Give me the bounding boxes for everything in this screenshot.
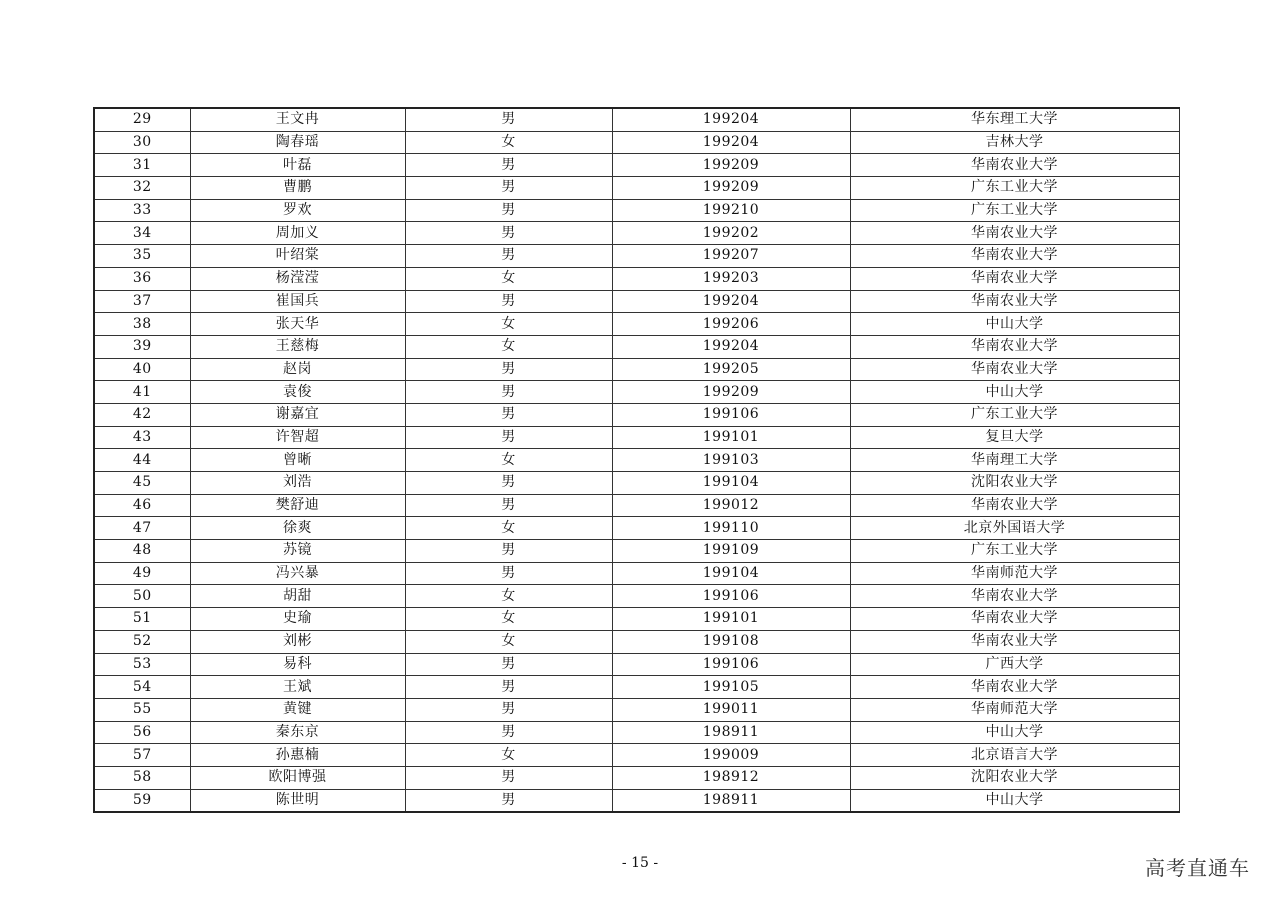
birth-date-cell: 199204 (612, 335, 850, 358)
table-row (94, 517, 1179, 540)
gender-cell: 女 (405, 131, 612, 154)
birth-date-cell: 199209 (612, 154, 850, 177)
name-cell: 曹鹏 (190, 177, 405, 200)
gender-cell: 女 (405, 744, 612, 767)
school-cell: 华南农业大学 (850, 290, 1179, 313)
gender-cell: 男 (405, 540, 612, 563)
gender-cell: 男 (405, 789, 612, 812)
name-cell: 王慈梅 (190, 335, 405, 358)
row-number-cell: 33 (94, 199, 190, 222)
school-cell: 吉林大学 (850, 131, 1179, 154)
school-cell: 华南农业大学 (850, 267, 1179, 290)
birth-date-cell: 198911 (612, 789, 850, 812)
gender-cell: 男 (405, 494, 612, 517)
row-number-cell: 34 (94, 222, 190, 245)
row-number-cell: 47 (94, 517, 190, 540)
school-cell: 华南农业大学 (850, 494, 1179, 517)
name-cell: 胡甜 (190, 585, 405, 608)
table-row (94, 381, 1179, 404)
school-cell: 广东工业大学 (850, 540, 1179, 563)
name-cell: 叶绍棠 (190, 245, 405, 268)
name-cell: 苏镜 (190, 540, 405, 563)
name-cell: 黄键 (190, 698, 405, 721)
table-row (94, 245, 1179, 268)
name-cell: 陶春瑶 (190, 131, 405, 154)
birth-date-cell: 199110 (612, 517, 850, 540)
gender-cell: 男 (405, 653, 612, 676)
birth-date-cell: 199101 (612, 426, 850, 449)
birth-date-cell: 199204 (612, 131, 850, 154)
name-cell: 王斌 (190, 676, 405, 699)
table-row (94, 721, 1179, 744)
gender-cell: 男 (405, 108, 612, 131)
school-cell: 华南农业大学 (850, 608, 1179, 631)
school-cell: 广东工业大学 (850, 199, 1179, 222)
name-cell: 樊舒迪 (190, 494, 405, 517)
school-cell: 沈阳农业大学 (850, 472, 1179, 495)
birth-date-cell: 199011 (612, 698, 850, 721)
gender-cell: 男 (405, 426, 612, 449)
gender-cell: 男 (405, 381, 612, 404)
row-number-cell: 37 (94, 290, 190, 313)
birth-date-cell: 199104 (612, 562, 850, 585)
gender-cell: 男 (405, 358, 612, 381)
school-cell: 华南农业大学 (850, 585, 1179, 608)
birth-date-cell: 199104 (612, 472, 850, 495)
school-cell: 沈阳农业大学 (850, 766, 1179, 789)
table-row (94, 335, 1179, 358)
candidate-table-body (94, 108, 1179, 812)
name-cell: 罗欢 (190, 199, 405, 222)
row-number-cell: 49 (94, 562, 190, 585)
birth-date-cell: 199108 (612, 630, 850, 653)
birth-date-cell: 199106 (612, 653, 850, 676)
name-cell: 杨滢滢 (190, 267, 405, 290)
row-number-cell: 44 (94, 449, 190, 472)
school-cell: 华南农业大学 (850, 335, 1179, 358)
row-number-cell: 29 (94, 108, 190, 131)
school-cell: 中山大学 (850, 721, 1179, 744)
row-number-cell: 40 (94, 358, 190, 381)
school-cell: 华南农业大学 (850, 630, 1179, 653)
gender-cell: 男 (405, 472, 612, 495)
birth-date-cell: 199106 (612, 585, 850, 608)
gender-cell: 男 (405, 562, 612, 585)
gender-cell: 男 (405, 290, 612, 313)
birth-date-cell: 199207 (612, 245, 850, 268)
gender-cell: 男 (405, 245, 612, 268)
row-number-cell: 57 (94, 744, 190, 767)
table-row (94, 608, 1179, 631)
table-row (94, 698, 1179, 721)
birth-date-cell: 199106 (612, 403, 850, 426)
name-cell: 王文冉 (190, 108, 405, 131)
table-row (94, 131, 1179, 154)
name-cell: 张天华 (190, 313, 405, 336)
birth-date-cell: 199203 (612, 267, 850, 290)
name-cell: 谢嘉宜 (190, 403, 405, 426)
row-number-cell: 54 (94, 676, 190, 699)
birth-date-cell: 199202 (612, 222, 850, 245)
school-cell: 广西大学 (850, 653, 1179, 676)
school-cell: 华南农业大学 (850, 154, 1179, 177)
row-number-cell: 32 (94, 177, 190, 200)
row-number-cell: 30 (94, 131, 190, 154)
name-cell: 欧阳博强 (190, 766, 405, 789)
gender-cell: 男 (405, 698, 612, 721)
birth-date-cell: 199103 (612, 449, 850, 472)
name-cell: 曾晰 (190, 449, 405, 472)
gender-cell: 女 (405, 630, 612, 653)
name-cell: 刘浩 (190, 472, 405, 495)
table-row (94, 403, 1179, 426)
table-row (94, 472, 1179, 495)
table-row (94, 562, 1179, 585)
name-cell: 崔国兵 (190, 290, 405, 313)
name-cell: 史瑜 (190, 608, 405, 631)
name-cell: 叶磊 (190, 154, 405, 177)
gender-cell: 女 (405, 585, 612, 608)
table-row (94, 108, 1179, 131)
row-number-cell: 56 (94, 721, 190, 744)
table-row (94, 426, 1179, 449)
row-number-cell: 38 (94, 313, 190, 336)
row-number-cell: 50 (94, 585, 190, 608)
table-row (94, 630, 1179, 653)
birth-date-cell: 199109 (612, 540, 850, 563)
table-row (94, 766, 1179, 789)
row-number-cell: 53 (94, 653, 190, 676)
candidate-table (93, 107, 1180, 813)
row-number-cell: 43 (94, 426, 190, 449)
name-cell: 孙惠楠 (190, 744, 405, 767)
name-cell: 徐爽 (190, 517, 405, 540)
name-cell: 许智超 (190, 426, 405, 449)
birth-date-cell: 199105 (612, 676, 850, 699)
table-row (94, 177, 1179, 200)
school-cell: 中山大学 (850, 789, 1179, 812)
row-number-cell: 45 (94, 472, 190, 495)
birth-date-cell: 199210 (612, 199, 850, 222)
gender-cell: 女 (405, 449, 612, 472)
school-cell: 华东理工大学 (850, 108, 1179, 131)
table-row (94, 267, 1179, 290)
birth-date-cell: 198911 (612, 721, 850, 744)
school-cell: 北京外国语大学 (850, 517, 1179, 540)
name-cell: 周加义 (190, 222, 405, 245)
row-number-cell: 31 (94, 154, 190, 177)
table-row (94, 290, 1179, 313)
table-row (94, 676, 1179, 699)
table-row (94, 199, 1179, 222)
gender-cell: 女 (405, 517, 612, 540)
table-row (94, 540, 1179, 563)
gender-cell: 女 (405, 267, 612, 290)
name-cell: 赵岗 (190, 358, 405, 381)
birth-date-cell: 198912 (612, 766, 850, 789)
gender-cell: 男 (405, 154, 612, 177)
row-number-cell: 39 (94, 335, 190, 358)
table-row (94, 154, 1179, 177)
page-number: - 15 - (621, 855, 659, 871)
school-cell: 广东工业大学 (850, 403, 1179, 426)
school-cell: 华南农业大学 (850, 222, 1179, 245)
school-cell: 华南农业大学 (850, 676, 1179, 699)
name-cell: 冯兴暴 (190, 562, 405, 585)
birth-date-cell: 199209 (612, 177, 850, 200)
row-number-cell: 59 (94, 789, 190, 812)
school-cell: 华南农业大学 (850, 358, 1179, 381)
school-cell: 北京语言大学 (850, 744, 1179, 767)
table-row (94, 449, 1179, 472)
school-cell: 中山大学 (850, 313, 1179, 336)
row-number-cell: 48 (94, 540, 190, 563)
school-cell: 华南理工大学 (850, 449, 1179, 472)
row-number-cell: 55 (94, 698, 190, 721)
gender-cell: 男 (405, 676, 612, 699)
birth-date-cell: 199204 (612, 108, 850, 131)
birth-date-cell: 199012 (612, 494, 850, 517)
birth-date-cell: 199205 (612, 358, 850, 381)
table-row (94, 313, 1179, 336)
row-number-cell: 35 (94, 245, 190, 268)
name-cell: 易科 (190, 653, 405, 676)
school-cell: 华南师范大学 (850, 698, 1179, 721)
table-row (94, 789, 1179, 812)
table-row (94, 222, 1179, 245)
gender-cell: 女 (405, 335, 612, 358)
school-cell: 华南师范大学 (850, 562, 1179, 585)
name-cell: 陈世明 (190, 789, 405, 812)
row-number-cell: 52 (94, 630, 190, 653)
row-number-cell: 41 (94, 381, 190, 404)
gender-cell: 女 (405, 313, 612, 336)
school-cell: 复旦大学 (850, 426, 1179, 449)
gender-cell: 男 (405, 403, 612, 426)
birth-date-cell: 199206 (612, 313, 850, 336)
table-row (94, 585, 1179, 608)
name-cell: 袁俊 (190, 381, 405, 404)
table-row (94, 653, 1179, 676)
gender-cell: 男 (405, 222, 612, 245)
birth-date-cell: 199009 (612, 744, 850, 767)
table-row (94, 358, 1179, 381)
school-cell: 广东工业大学 (850, 177, 1179, 200)
birth-date-cell: 199204 (612, 290, 850, 313)
gender-cell: 男 (405, 766, 612, 789)
table-row (94, 744, 1179, 767)
row-number-cell: 51 (94, 608, 190, 631)
birth-date-cell: 199101 (612, 608, 850, 631)
gender-cell: 女 (405, 608, 612, 631)
row-number-cell: 46 (94, 494, 190, 517)
row-number-cell: 36 (94, 267, 190, 290)
birth-date-cell: 199209 (612, 381, 850, 404)
watermark-logo: 高考直通车 (1145, 856, 1250, 880)
row-number-cell: 58 (94, 766, 190, 789)
gender-cell: 男 (405, 199, 612, 222)
gender-cell: 男 (405, 177, 612, 200)
gender-cell: 男 (405, 721, 612, 744)
name-cell: 秦东京 (190, 721, 405, 744)
school-cell: 中山大学 (850, 381, 1179, 404)
table-row (94, 494, 1179, 517)
school-cell: 华南农业大学 (850, 245, 1179, 268)
name-cell: 刘彬 (190, 630, 405, 653)
row-number-cell: 42 (94, 403, 190, 426)
